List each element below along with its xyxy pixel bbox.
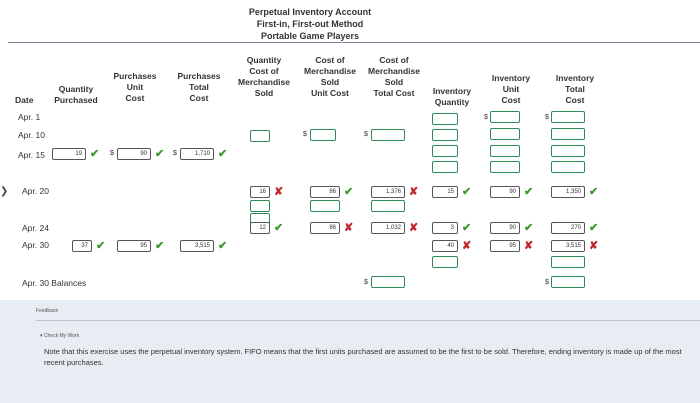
report-title-line3: Portable Game Players	[260, 31, 360, 41]
apr24-qty-sold-input[interactable]: 12	[250, 222, 270, 234]
row-label-apr20: Apr. 20	[22, 186, 49, 196]
title-divider	[8, 42, 700, 43]
row-label-apr1: Apr. 1	[18, 112, 41, 122]
apr24-cos-unit-wrong-icon: ✘	[344, 222, 354, 234]
apr15-qty-correct-icon: ✔	[90, 148, 100, 160]
check-my-work-label: ▾ Check My Work	[40, 333, 80, 339]
apr10-inv-qty-input[interactable]	[432, 129, 458, 141]
header-qty-purchased: Quantity Purchased	[54, 84, 98, 105]
apr15-purchase-unit-input[interactable]: 90	[117, 148, 151, 160]
row-label-apr10: Apr. 10	[18, 130, 45, 140]
header-inv-total-cost: Inventory Total Cost	[555, 73, 595, 105]
apr24-inv-qty-input[interactable]: 3	[432, 222, 458, 234]
apr20-cos-unit-correct-icon: ✔	[344, 186, 354, 198]
header-inv-quantity: Inventory Quantity	[432, 86, 472, 107]
apr10-qty-sold-input[interactable]	[250, 130, 270, 142]
header-inv-unit-cost: Inventory Unit Cost	[491, 73, 531, 105]
feedback-divider	[36, 320, 700, 321]
apr30-inv-total-input-2[interactable]	[551, 256, 585, 268]
apr30-inv-unit-input[interactable]: 95	[490, 240, 520, 252]
apr20-cos-unit-input-2[interactable]	[310, 200, 340, 212]
feedback-label: Feedback	[36, 308, 58, 314]
row-label-apr15: Apr. 15	[18, 150, 45, 160]
row-label-apr24: Apr. 24	[22, 223, 49, 233]
apr24-cos-unit-input[interactable]: 86	[310, 222, 340, 234]
report-title-line2: First-in, First-out Method	[256, 19, 364, 29]
apr24-cos-total-input[interactable]: 1,032	[371, 222, 405, 234]
apr15-unit-dollar: $	[110, 150, 114, 157]
apr15-inv-total-input-2[interactable]	[551, 161, 585, 173]
apr1-inv-unit-dollar: $	[484, 114, 488, 121]
apr30-qty-correct-icon: ✔	[96, 240, 106, 252]
row-label-apr30: Apr. 30	[22, 240, 49, 250]
apr15-inv-qty-input[interactable]	[432, 145, 458, 157]
apr15-purchase-total-input[interactable]: 1,710	[180, 148, 214, 160]
feedback-text: Note that this exercise uses the perpetual inventory system. FIFO means that the first units purchased are assumed to be the first to be sold. Therefore, ending inventory is made up of the most recent purchases.	[44, 347, 682, 367]
apr10-cos-unit-dollar: $	[303, 131, 307, 138]
apr30-inv-qty-wrong-icon: ✘	[462, 240, 472, 252]
apr10-inv-total-input[interactable]	[551, 128, 585, 140]
apr24-inv-qty-correct-icon: ✔	[462, 222, 472, 234]
apr20-cos-total-input-2[interactable]	[371, 200, 405, 212]
apr30-unit-correct-icon: ✔	[155, 240, 165, 252]
apr20-qty-sold-wrong-icon: ✘	[274, 186, 284, 198]
row-label-balances: Apr. 30 Balances	[22, 278, 87, 288]
apr24-qty-sold-correct-icon: ✔	[274, 222, 284, 234]
check-my-work-icon: ▾	[40, 333, 43, 339]
apr30-total-correct-icon: ✔	[218, 240, 228, 252]
apr30-purchase-total-input[interactable]: 3,515	[180, 240, 214, 252]
apr1-inv-total-dollar: $	[545, 114, 549, 121]
apr20-inv-qty-input[interactable]: 15	[432, 186, 458, 198]
apr30-inv-unit-wrong-icon: ✘	[524, 240, 534, 252]
apr10-cos-total-input[interactable]	[371, 129, 405, 141]
apr20-inv-total-correct-icon: ✔	[589, 186, 599, 198]
apr15-unit-correct-icon: ✔	[155, 148, 165, 160]
header-purchases-unit-cost: Purchases Unit Cost	[113, 71, 157, 103]
apr20-cos-total-input[interactable]: 1,376	[371, 186, 405, 198]
apr30-purchase-unit-input[interactable]: 95	[117, 240, 151, 252]
apr20-inv-unit-input[interactable]: 90	[490, 186, 520, 198]
apr1-inv-unit-input[interactable]	[490, 111, 520, 123]
feedback-panel	[0, 300, 700, 403]
balances-inv-total-dollar: $	[545, 279, 549, 286]
apr30-inv-qty-input[interactable]: 40	[432, 240, 458, 252]
header-cos-total-cost: Cost of Merchandise Sold Total Cost	[368, 55, 420, 98]
header-purchases-total-cost: Purchases Total Cost	[177, 71, 221, 103]
apr20-inv-unit-correct-icon: ✔	[524, 186, 534, 198]
apr20-cos-unit-input[interactable]: 86	[310, 186, 340, 198]
apr30-qty-purchased-input[interactable]: 37	[72, 240, 92, 252]
apr15-inv-unit-input-2[interactable]	[490, 161, 520, 173]
apr30-inv-qty-input-2[interactable]	[432, 256, 458, 268]
apr1-inv-qty-input[interactable]	[432, 113, 458, 125]
apr15-total-correct-icon: ✔	[218, 148, 228, 160]
header-qty-cost-sold: Quantity Cost of Merchandise Sold	[238, 55, 290, 98]
apr15-inv-total-input[interactable]	[551, 145, 585, 157]
apr24-inv-unit-input[interactable]: 90	[490, 222, 520, 234]
apr15-qty-purchased-input[interactable]: 19	[52, 148, 86, 160]
apr20-inv-total-input[interactable]: 1,350	[551, 186, 585, 198]
apr20-cos-total-wrong-icon: ✘	[409, 186, 419, 198]
balances-inv-total-input[interactable]	[551, 276, 585, 288]
apr20-qty-sold-input-2[interactable]	[250, 200, 270, 212]
apr24-inv-unit-correct-icon: ✔	[524, 222, 534, 234]
apr24-inv-total-input[interactable]: 270	[551, 222, 585, 234]
header-cos-unit-cost: Cost of Merchandise Sold Unit Cost	[304, 55, 356, 98]
balances-cos-total-input[interactable]	[371, 276, 405, 288]
apr24-inv-total-correct-icon: ✔	[589, 222, 599, 234]
header-date: Date	[15, 95, 34, 105]
apr15-inv-qty-input-2[interactable]	[432, 161, 458, 173]
apr30-inv-total-wrong-icon: ✘	[589, 240, 599, 252]
apr30-inv-total-input[interactable]: 3,515	[551, 240, 585, 252]
report-title-line1: Perpetual Inventory Account	[248, 7, 372, 17]
apr1-inv-total-input[interactable]	[551, 111, 585, 123]
apr20-qty-sold-input[interactable]: 16	[250, 186, 270, 198]
row-pointer-icon: ❯	[0, 186, 9, 197]
apr15-total-dollar: $	[173, 150, 177, 157]
balances-cos-total-dollar: $	[364, 279, 368, 286]
apr10-inv-unit-input[interactable]	[490, 128, 520, 140]
apr20-inv-qty-correct-icon: ✔	[462, 186, 472, 198]
apr24-cos-total-wrong-icon: ✘	[409, 222, 419, 234]
apr10-cos-unit-input[interactable]	[310, 129, 336, 141]
apr10-cos-total-dollar: $	[364, 131, 368, 138]
apr15-inv-unit-input[interactable]	[490, 145, 520, 157]
